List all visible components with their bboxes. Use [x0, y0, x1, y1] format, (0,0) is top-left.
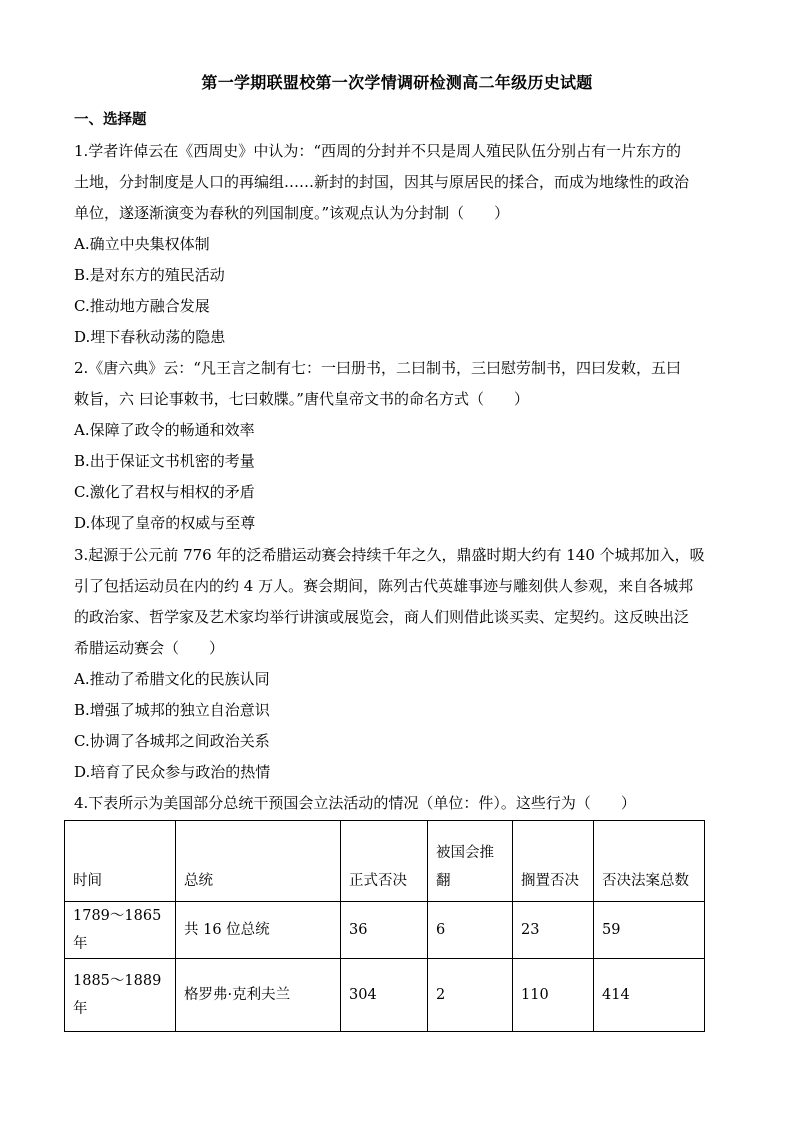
option-c: C.推动地方融合发展: [74, 297, 210, 315]
table-cell: 414: [594, 959, 705, 1032]
table-cell: 59: [594, 902, 705, 959]
option-b: B.是对东方的殖民活动: [74, 266, 225, 284]
text-line: 的政治家、哲学家及艺术家均举行讲演或展览会，商人们则借此谈买卖、定契约。这反映出泛: [74, 608, 690, 626]
option-d: D.埋下春秋动荡的隐患: [74, 328, 226, 346]
section-heading: 一、选择题: [74, 112, 147, 128]
table-row: [65, 902, 705, 959]
table-header-cell: 时间: [65, 821, 176, 902]
table-cell: 1885～1889 年: [65, 959, 176, 1032]
table-header-cell: 否决法案总数: [594, 821, 705, 902]
text-line: 3.起源于公元前 776 年的泛希腊运动赛会持续千年之久，鼎盛时期大约有 140 个城邦加入，吸: [74, 546, 705, 564]
table-cell: 共 16 位总统: [176, 902, 341, 959]
text-line: 土地，分封制度是人口的再编组……新封的封国，因其与原居民的揉合，而成为地缘性的政治: [74, 173, 690, 191]
table-header-row: [65, 821, 705, 902]
text-line: 敕旨，六 曰论事敕书，七曰敕牒。”唐代皇帝文书的命名方式（ ）: [74, 390, 529, 408]
text-line: 引了包括运动员在内的约 4 万人。赛会期间，陈列古代英雄事迹与雕刻供人参观，来自各城邦: [74, 577, 694, 595]
text-line: 希腊运动赛会（ ）: [74, 639, 225, 657]
table-cell: 2: [428, 959, 513, 1032]
table-cell: 1789～1865 年: [65, 902, 176, 959]
option-b: B.增强了城邦的独立自治意识: [74, 701, 270, 719]
text-line: 4.下表所示为美国部分总统干预国会立法活动的情况（单位：件）。这些行为（ ）: [74, 794, 636, 812]
option-d: D.培育了民众参与政治的热情: [74, 763, 271, 781]
table-cell: 格罗弗·克利夫兰: [176, 959, 341, 1032]
text-line: 单位，遂逐渐演变为春秋的列国制度。”该观点认为分封制（ ）: [74, 204, 510, 222]
text-line: 2.《唐六典》云：“凡王言之制有七：一曰册书，二曰制书，三曰慰劳制书，四曰发敕，五曰: [74, 359, 681, 377]
option-c: C.协调了各城邦之间政治关系: [74, 732, 270, 750]
veto-table: [64, 820, 705, 1032]
table-row: [65, 959, 705, 1032]
option-d: D.体现了皇帝的权威与至尊: [74, 514, 256, 532]
table-cell: 6: [428, 902, 513, 959]
table-header-cell: 被国会推翻: [428, 821, 513, 902]
option-c: C.激化了君权与相权的矛盾: [74, 483, 255, 501]
option-a: A.保障了政令的畅通和效率: [74, 421, 255, 439]
text-line: 1.学者许倬云在《西周史》中认为：“西周的分封并不只是周人殖民队伍分别占有一片东方的: [74, 142, 681, 160]
table-cell: 23: [513, 902, 594, 959]
option-b: B.出于保证文书机密的考量: [74, 452, 255, 470]
table-cell: 36: [341, 902, 428, 959]
page-title: 第一学期联盟校第一次学情调研检测高二年级历史试题: [201, 73, 593, 92]
option-a: A.推动了希腊文化的民族认同: [74, 670, 270, 688]
table-header-cell: 搁置否决: [513, 821, 594, 902]
option-a: A.确立中央集权体制: [74, 235, 210, 253]
table-cell: 304: [341, 959, 428, 1032]
table-header-cell: 正式否决: [341, 821, 428, 902]
table-cell: 110: [513, 959, 594, 1032]
table-header-cell: 总统: [176, 821, 341, 902]
